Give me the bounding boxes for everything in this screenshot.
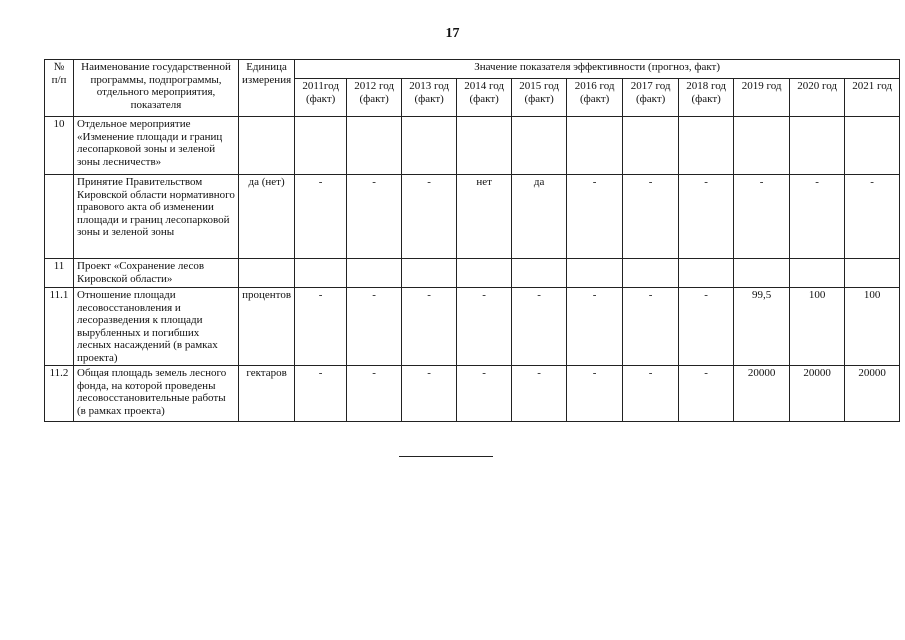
row-unit <box>239 117 295 175</box>
row-unit: процентов <box>239 288 295 366</box>
row-value: - <box>347 288 402 366</box>
row-value: - <box>512 288 567 366</box>
header-year: 2016 год (факт) <box>567 79 623 117</box>
row-value <box>790 117 845 175</box>
header-year: 2013 год (факт) <box>402 79 457 117</box>
row-value <box>512 259 567 288</box>
row-number: 11.2 <box>45 366 74 422</box>
row-value <box>845 117 900 175</box>
row-value: - <box>679 366 734 422</box>
row-unit <box>239 259 295 288</box>
row-value <box>845 259 900 288</box>
row-value: 20000 <box>790 366 845 422</box>
row-value <box>790 259 845 288</box>
header-year: 2017 год (факт) <box>623 79 679 117</box>
row-value: 100 <box>845 288 900 366</box>
header-year: 2021 год <box>845 79 900 117</box>
row-value: - <box>679 175 734 259</box>
header-year: 2011год (факт) <box>295 79 347 117</box>
row-value <box>512 117 567 175</box>
row-value: - <box>512 366 567 422</box>
row-value: - <box>567 288 623 366</box>
row-value <box>347 117 402 175</box>
header-name: Наименование государственной программы, подпрограммы, отдельного мероприятия, показателя <box>74 60 239 117</box>
row-value <box>457 259 512 288</box>
row-number: 10 <box>45 117 74 175</box>
row-number <box>45 175 74 259</box>
row-value: - <box>623 366 679 422</box>
row-number: 11.1 <box>45 288 74 366</box>
row-value: - <box>402 288 457 366</box>
header-num: № п/п <box>45 60 74 117</box>
table-row <box>45 175 900 259</box>
footer-divider <box>399 456 493 457</box>
header-year: 2018 год (факт) <box>679 79 734 117</box>
header-year: 2020 год <box>790 79 845 117</box>
row-value <box>402 259 457 288</box>
row-value: - <box>457 366 512 422</box>
row-value <box>347 259 402 288</box>
row-value <box>295 117 347 175</box>
row-name: Принятие Правительством Кировской области нормативного правового акта об изменении площади и границ лесопарковой зоны и зеленой зоны <box>74 175 239 259</box>
row-value: - <box>457 288 512 366</box>
row-value: - <box>347 366 402 422</box>
row-value: да <box>512 175 567 259</box>
row-value: 20000 <box>734 366 790 422</box>
row-value <box>679 259 734 288</box>
table-row <box>45 366 900 422</box>
header-unit: Единица измерения <box>239 60 295 117</box>
header-year: 2019 год <box>734 79 790 117</box>
row-value: - <box>347 175 402 259</box>
row-name: Отдельное мероприятие «Изменение площади и границ лесопарковой зоны и зеленой зоны лесничеств» <box>74 117 239 175</box>
row-value <box>567 259 623 288</box>
row-value: - <box>623 288 679 366</box>
row-number: 11 <box>45 259 74 288</box>
table-row <box>45 117 900 175</box>
row-value: 100 <box>790 288 845 366</box>
row-unit: да (нет) <box>239 175 295 259</box>
row-value: - <box>623 175 679 259</box>
row-value: - <box>790 175 845 259</box>
indicators-table <box>44 59 900 422</box>
row-value: - <box>402 175 457 259</box>
row-unit: гектаров <box>239 366 295 422</box>
table-row <box>45 288 900 366</box>
header-values-group: Значение показателя эффективности (прогноз, факт) <box>295 60 900 79</box>
table-row <box>45 259 900 288</box>
row-value: - <box>402 366 457 422</box>
row-value: - <box>295 366 347 422</box>
row-value <box>734 117 790 175</box>
row-name: Проект «Сохранение лесов Кировской области» <box>74 259 239 288</box>
row-value <box>623 259 679 288</box>
row-value <box>457 117 512 175</box>
row-value <box>734 259 790 288</box>
row-value: нет <box>457 175 512 259</box>
row-value <box>295 259 347 288</box>
table-body <box>45 117 900 422</box>
row-value <box>623 117 679 175</box>
row-value: 20000 <box>845 366 900 422</box>
row-value <box>402 117 457 175</box>
header-year: 2012 год (факт) <box>347 79 402 117</box>
header-year: 2014 год (факт) <box>457 79 512 117</box>
row-value <box>567 117 623 175</box>
page-number: 17 <box>445 26 460 41</box>
row-value: - <box>679 288 734 366</box>
row-name: Отношение площади лесовосстановления и лесоразведения к площади вырубленных и погибших лесных насаждений (в рамках проекта) <box>74 288 239 366</box>
row-name: Общая площадь земель лесного фонда, на которой проведены лесовосстановительные работы (в рамках проекта) <box>74 366 239 422</box>
row-value: - <box>295 288 347 366</box>
row-value: - <box>295 175 347 259</box>
row-value: - <box>567 366 623 422</box>
row-value: - <box>845 175 900 259</box>
row-value: 99,5 <box>734 288 790 366</box>
row-value <box>679 117 734 175</box>
row-value: - <box>567 175 623 259</box>
row-value: - <box>734 175 790 259</box>
header-year: 2015 год (факт) <box>512 79 567 117</box>
